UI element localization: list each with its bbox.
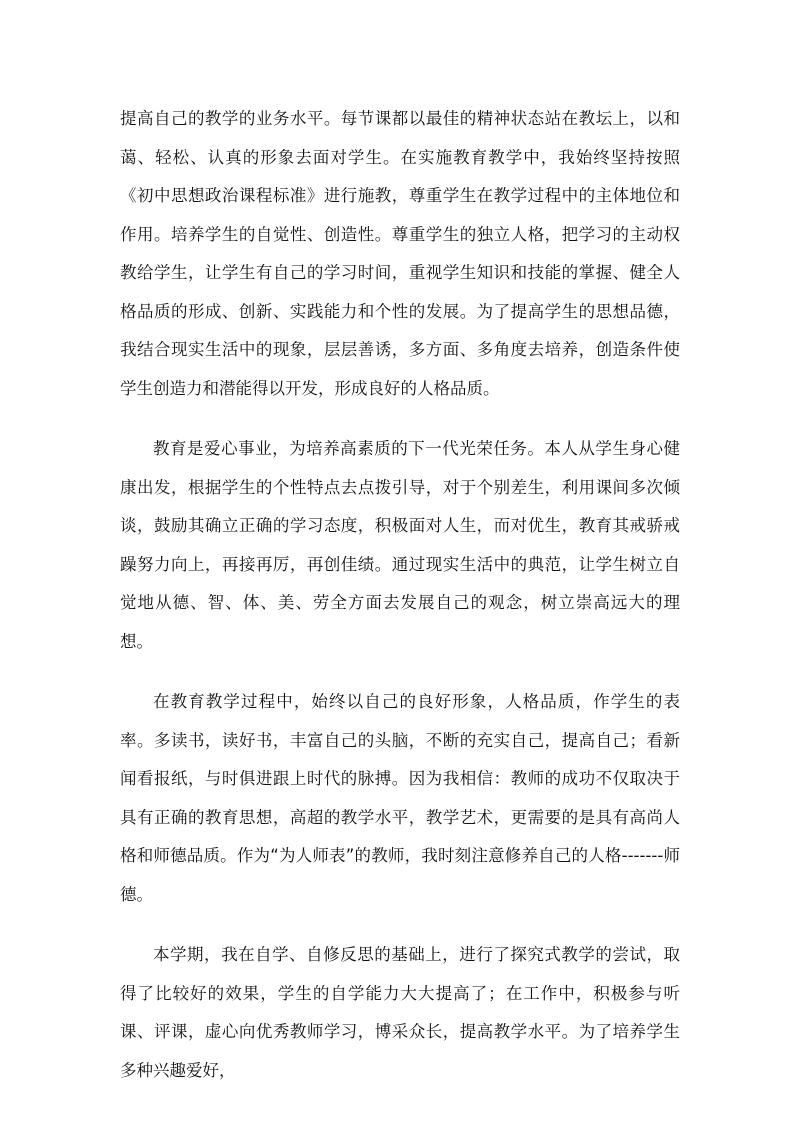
paragraph-2: 教育是爱心事业，为培养高素质的下一代光荣任务。本人从学生身心健康出发，根据学生的个性特点去点拨引导，对于个别差生，利用课间多次倾谈，鼓励其确立正确的学习态度，积极面对人生，而对优生，教育其戒骄戒躁努力向上，再接再厉，再创佳绩。通过现实生活中的典范，让学生树立自觉地从德、智、体、美、劳全方面去发展自己的观念，树立崇高远大的理想。 — [120, 439, 680, 651]
paragraph-3: 在教育教学过程中，始终以自己的良好形象，人格品质，作学生的表率。多读书，读好书，丰富自己的头脑，不断的充实自己，提高自己；看新闻看报纸，与时俱进跟上时代的脉搏。因为我相信：教师的成功不仅取决于具有正确的教育思想，高超的教学水平，教学艺术，更需要的是具有高尚人格和师德品质。作为“为人师表”的教师，我时刻注意修养自己的人格-------师德。 — [120, 692, 680, 904]
paragraph-4: 本学期，我在自学、自修反思的基础上，进行了探究式教学的尝试，取得了比较好的效果，学生的自学能力大大提高了；在工作中，积极参与听课、评课，虚心向优秀教师学习，博采众长，提高教学水平。为了培养学生多种兴趣爱好， — [120, 945, 680, 1080]
document-body — [120, 100, 680, 1112]
paragraph-1: 提高自己的教学的业务水平。每节课都以最佳的精神状态站在教坛上，以和蔼、轻松、认真的形象去面对学生。在实施教育教学中，我始终坚持按照《初中思想政治课程标准》进行施教，尊重学生在教学过程中的主体地位和作用。培养学生的自觉性、创造性。尊重学生的独立人格，把学习的主动权教给学生，让学生有自己的学习时间，重视学生知识和技能的掌握、健全人格品质的形成、创新、实践能力和个性的发展。为了提高学生的思想品德，我结合现实生活中的现象，层层善诱，多方面、多角度去培养，创造条件使学生创造力和潜能得以开发，形成良好的人格品质。 — [120, 109, 680, 398]
